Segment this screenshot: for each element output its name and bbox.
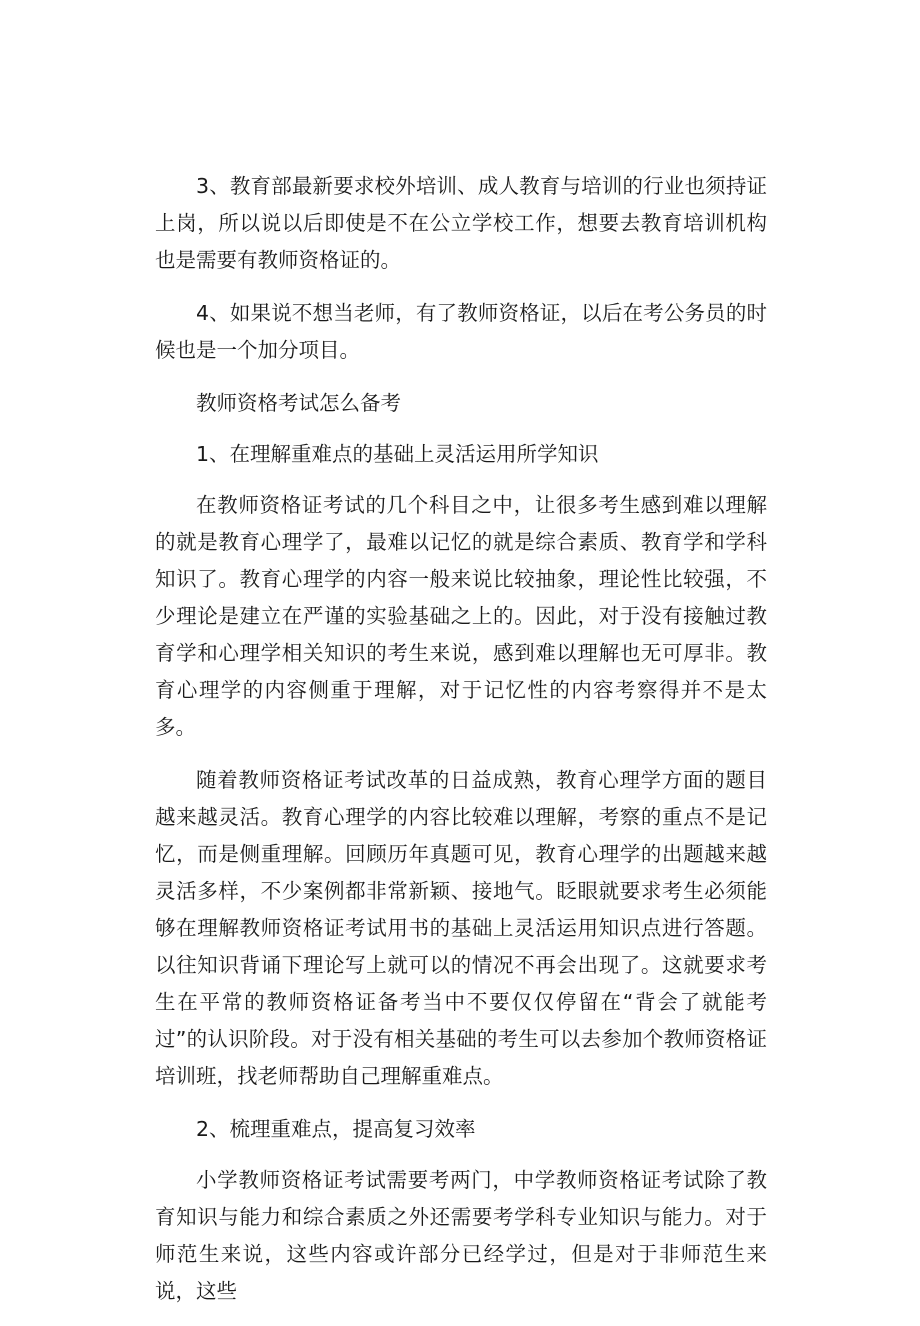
method-1-paragraph-2: 随着教师资格证考试改革的日益成熟，教育心理学方面的题目越来越灵活。教育心理学的内容比较难以理解，考察的重点不是记忆，而是侧重理解。回顾历年真题可见，教育心理学的出题越来越灵活多样，不少案例都非常新颖、接地气。眨眼就要求考生必须能够在理解教师资格证考试用书的基础上灵活运用知识点进行答题。以往知识背诵下理论写上就可以的情况不再会出现了。这就要求考生在平常的教师资格证备考当中不要仅仅停留在“背会了就能考过”的认识阶段。对于没有相关基础的考生可以去参加个教师资格证培训班，找老师帮助自己理解重难点。 — [155, 768, 767, 1088]
paragraph-point-3: 3、教育部最新要求校外培训、成人教育与培训的行业也须持证上岗，所以说以后即使是不在公立学校工作，想要去教育培训机构也是需要有教师资格证的。 — [155, 174, 767, 272]
method-2-heading: 2、梳理重难点，提高复习效率 — [196, 1117, 476, 1141]
method-1-paragraph-1: 在教师资格证考试的几个科目之中，让很多考生感到难以理解的就是教育心理学了，最难以记忆的就是综合素质、教育学和学科知识了。教育心理学的内容一般来说比较抽象，理论性比较强，不少理论是建立在严谨的实验基础之上的。因此，对于没有接触过教育学和心理学相关知识的考生来说，感到难以理解也无可厚非。教育心理学的内容侧重于理解，对于记忆性的内容考察得并不是太多。 — [155, 493, 767, 739]
paragraph-point-4: 4、如果说不想当老师，有了教师资格证，以后在考公务员的时候也是一个加分项目。 — [155, 301, 767, 362]
document-body — [155, 168, 767, 1326]
section-heading: 教师资格考试怎么备考 — [196, 391, 401, 415]
method-2-paragraph-1: 小学教师资格证考试需要考两门，中学教师资格证考试除了教育知识与能力和综合素质之外还需要考学科专业知识与能力。对于师范生来说，这些内容或许部分已经学过，但是对于非师范生来说，这些 — [155, 1168, 767, 1303]
method-1-heading: 1、在理解重难点的基础上灵活运用所学知识 — [196, 442, 599, 466]
